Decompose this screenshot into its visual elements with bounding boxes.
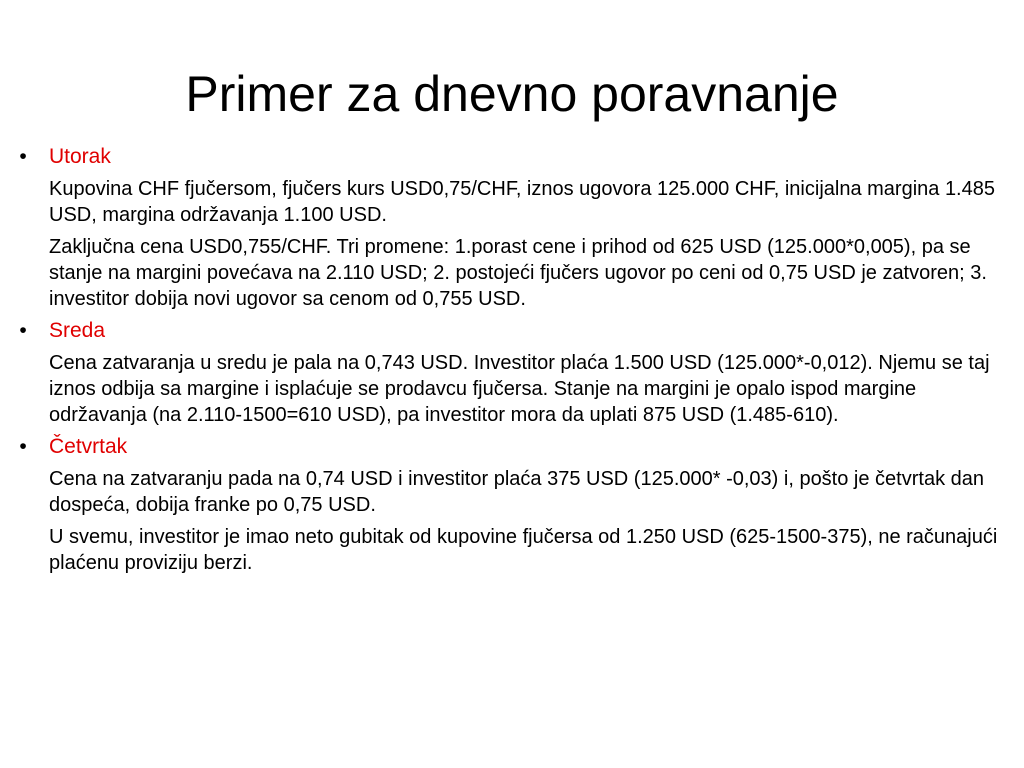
section-utorak xyxy=(16,144,1001,312)
paragraph: Kupovina CHF fjučersom, fjučers kurs USD0,75/CHF, iznos ugovora 125.000 CHF, inicijalna margina 1.485 USD, margina održavanja 1.100 USD. xyxy=(49,178,995,226)
bullet-dot-icon: • xyxy=(19,319,27,342)
paragraph: Cena zatvaranja u sredu je pala na 0,743 USD. Investitor plaća 1.500 USD (125.000*-0,012). Njemu se taj iznos odbija sa margine i isplaćuje se prodavcu fjučersa. Stanje na margini je opalo ispod margine održavanja (na 2.110-1500=610 USD), pa investitor mora da uplati 875 USD (1.485-610). xyxy=(49,352,990,426)
bullet-label: Sreda xyxy=(49,319,106,342)
section-sreda xyxy=(16,318,1001,428)
slide-content xyxy=(16,144,1001,582)
bullet-dot-icon: • xyxy=(19,145,27,168)
bullet-label: Utorak xyxy=(49,145,111,168)
bullet-label: Četvrtak xyxy=(49,435,128,458)
bullet-heading xyxy=(16,318,1001,344)
paragraph: U svemu, investitor je imao neto gubitak od kupovine fjučersa od 1.250 USD (625-1500-375), ne računajući plaćenu proviziju berzi. xyxy=(49,526,998,574)
paragraph: Cena na zatvaranju pada na 0,74 USD i investitor plaća 375 USD (125.000* -0,03) i, pošto je četvrtak dan dospeća, dobija franke po 0,75 USD. xyxy=(49,468,984,516)
paragraph: Zaključna cena USD0,755/CHF. Tri promene: 1.porast cene i prihod od 625 USD (125.000*0,005), pa se stanje na margini povećava na 2.110 USD; 2. postojeći fjučers ugovor po ceni od 0,75 USD je zatvoren; 3. investitor dobija novi ugovor sa cenom od 0,755 USD. xyxy=(49,236,987,310)
bullet-dot-icon: • xyxy=(19,435,27,458)
bullet-heading xyxy=(16,144,1001,170)
section-cetvrtak xyxy=(16,434,1001,576)
bullet-heading xyxy=(16,434,1001,460)
slide-title: Primer za dnevno poravnanje xyxy=(185,66,839,122)
